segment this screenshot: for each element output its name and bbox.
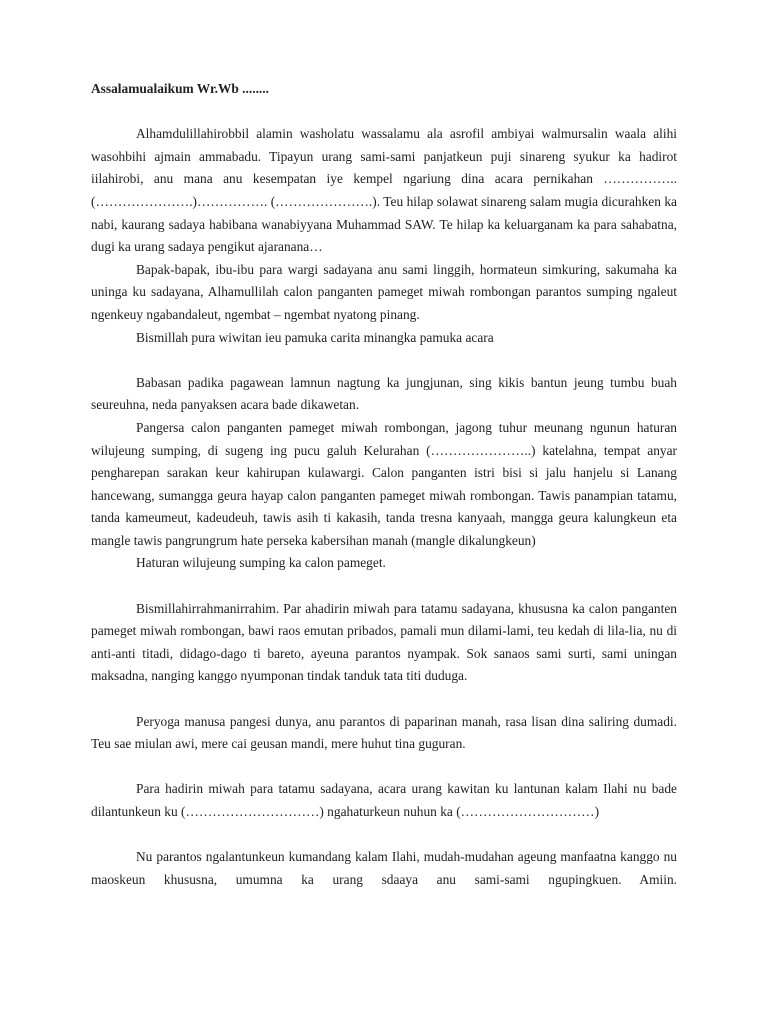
spacer bbox=[91, 101, 677, 124]
paragraph-welcome: Bapak-bapak, ibu-ibu para wargi sadayana anu sami linggih, hormateun simkuring, sakumaha ka uninga ku sadayana, Alhamullilah calon panganten pameget miwah rombongan parantos sumping ngaleut ngenkeuy ngabandaleut, ngembat – ngembat nyatong pinang. bbox=[91, 261, 677, 322]
greeting-title: Assalamualaikum Wr.Wb ........ bbox=[91, 81, 269, 96]
paragraph-bismillah: Bismillah pura wiwitan ieu pamuka carita minangka pamuka acara bbox=[136, 329, 494, 345]
paragraph-pangersa: Pangersa calon panganten pameget miwah rombongan, jagong tuhur meunang ngunun haturan wilujeung sumping, di sugeng ing pucu galuh Kelurahan (…………………..) katelahna, tempat anyar pengharepan sarakan keur kahirupan kulawargi. Calon panganten istri bisi si jalu hanjelu si Lanang hancewang, sumangga geura hayap calon panganten pameget miwah rombongan. Tawis panampian tatamu, tanda kameumeut, kadeudeuh, tawis asih ti kakasih, tanda tresna kanyaah, mangga geura kalungkeun eta mangle tawis pangrungrum hate perseka kabersihan manah (mangle dikalungkeun) bbox=[91, 419, 677, 548]
paragraph-closing: Nu parantos ngalantunkeun kumandang kalam Ilahi, mudah-mudahan ageung manfaatna kanggo nu maoskeun khususna, umumna ka urang sdaaya anu sami-sami ngupingkuen. Amiin. bbox=[91, 849, 677, 887]
spacer bbox=[91, 575, 677, 598]
document-body bbox=[91, 78, 677, 891]
paragraph-haturan: Haturan wilujeung sumping ka calon pameget. bbox=[136, 555, 386, 571]
paragraph-opening: Alhamdulillahirobbil alamin washolatu wassalamu ala asrofil ambiyai walmursalin waala alihi wasohbihi ajmain ammabadu. Tipayun urang sami-sami panjatkeun puji sinareng syukur ka hadirot iilahirobi, anu mana anu kesempatan iye kempel ngariung dina acara pernikahan …………….. (………………….)……………. (………………….). Teu hilap solawat sinareng salam mugia dicurahken ka nabi, kaurang sadaya habibana wanabiyyana Muhammad SAW. Te hilap ka keluarganam ka para sahabatna, dugi ka urang sadaya pengikut ajaranana… bbox=[91, 126, 677, 255]
spacer bbox=[91, 349, 677, 372]
paragraph-kalam-ilahi: Para hadirin miwah para tatamu sadayana, acara urang kawitan ku lantunan kalam Ilahi nu bade dilantunkeun ku (…………………………) ngahaturkeun nuhun ka (…………………………) bbox=[91, 781, 677, 819]
paragraph-bismillahirrahmanirrahim: Bismillahirrahmanirrahim. Par ahadirin miwah para tatamu sadayana, khususna ka calon panganten pameget miwah rombongan, bawi raos emutan pribados, pamali mun dilami-lami, teu kedah di lila-lia, nu di anti-anti titadi, didago-dago ti bareto, ayeuna parantos nyampak. Sok sanaos sami surti, sami uningan maksadna, nanging kanggo nyumponan tindak tanduk tata titi duduga. bbox=[91, 600, 677, 684]
spacer bbox=[91, 688, 677, 711]
spacer bbox=[91, 756, 677, 779]
paragraph-peryoga: Peryoga manusa pangesi dunya, anu parantos di paparinan manah, rasa lisan dina saliring dumadi. Teu sae miulan awi, mere cai geusan mandi, mere huhut tina guguran. bbox=[91, 713, 677, 752]
spacer bbox=[91, 824, 677, 847]
paragraph-babasan: Babasan padika pagawean lamnun nagtung ka jungjunan, sing kikis bantun jeung tumbu buah seureuhna, neda panyaksen acara bade dikawetan. bbox=[91, 374, 677, 413]
